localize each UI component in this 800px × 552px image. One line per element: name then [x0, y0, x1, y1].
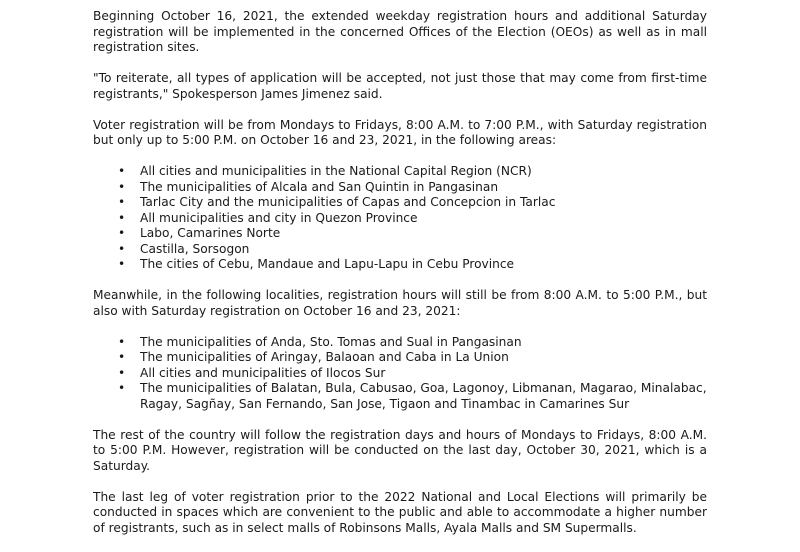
list-item-text: The municipalities of Aringay, Balaoan and Caba in La Union: [140, 350, 509, 364]
bullet-icon: •: [118, 241, 126, 256]
bullet-icon: •: [118, 334, 126, 349]
paragraph-last-leg: The last leg of voter registration prior to the 2022 National and Local Elections will primarily be conducted in spaces which are convenient to the public and able to accommodate a higher number of registrants, such as in select malls of Robinsons Malls, Ayala Malls and SM Supermalls.: [93, 489, 707, 535]
list-item: [93, 226, 707, 242]
list-item-text: All cities and municipalities in the National Capital Region (NCR): [140, 164, 532, 178]
areas-list-saturday: [93, 335, 707, 413]
bullet-icon: •: [118, 381, 126, 395]
bullet-icon: •: [118, 210, 126, 225]
list-item-text: All municipalities and city in Quezon Province: [140, 210, 418, 225]
list-item: [93, 350, 707, 366]
bullet-icon: •: [118, 226, 126, 240]
paragraph-rest-of-country: The rest of the country will follow the registration days and hours of Mondays to Fridays, 8:00 A.M. to 5:00 P.M. However, registration will be conducted on the last day, October 30, 2021, which is a Saturday.: [93, 427, 707, 473]
list-item-text: The cities of Cebu, Mandaue and Lapu-Lapu in Cebu Province: [140, 257, 515, 271]
list-item-text: Castilla, Sorsogon: [140, 241, 250, 256]
paragraph-extended-hours: Voter registration will be from Mondays to Fridays, 8:00 A.M. to 7:00 P.M., with Saturday registration but only up to 5:00 P.M. on October 16 and 23, 2021, in the following areas:: [93, 117, 707, 147]
paragraph-registration-start: Beginning October 16, 2021, the extended weekday registration hours and additional Saturday registration will be implemented in the concerned Offices of the Election (OEOs) as well as in mall registration sites.: [93, 9, 707, 54]
bullet-icon: •: [118, 257, 126, 271]
list-item-text: The municipalities of Alcala and San Quintin in Pangasinan: [140, 179, 499, 194]
areas-list-extended: [93, 164, 707, 273]
bullet-icon: •: [118, 350, 126, 364]
list-item-text: The municipalities of Anda, Sto. Tomas and Sual in Pangasinan: [140, 334, 522, 349]
bullet-icon: •: [118, 179, 126, 194]
bullet-icon: •: [118, 365, 126, 380]
bullet-icon: •: [118, 164, 126, 178]
list-item: [93, 180, 707, 196]
list-item-text: Labo, Camarines Norte: [140, 226, 281, 240]
list-item: [93, 381, 707, 412]
list-item: [93, 257, 707, 273]
list-item: [93, 242, 707, 258]
list-item: [93, 164, 707, 180]
list-item: [93, 335, 707, 351]
list-item: [93, 366, 707, 382]
list-item-text: The municipalities of Balatan, Bula, Cabusao, Goa, Lagonoy, Libmanan, Magarao, Minalabac, Ragay, Sagñay, San Fernando, San Jose, Tigaon and Tinambac in Camarines Sur: [140, 381, 707, 411]
paragraph-regular-hours: Meanwhile, in the following localities, registration hours will still be from 8:00 A.M. to 5:00 P.M., but also with Saturday registration on October 16 and 23, 2021:: [93, 288, 707, 318]
document-body: [93, 9, 707, 552]
list-item: [93, 211, 707, 227]
paragraph-spokesperson-quote: "To reiterate, all types of application will be accepted, not just those that may come from first-time registrants," Spokesperson James Jimenez said.: [93, 71, 707, 101]
bullet-icon: •: [118, 195, 126, 209]
list-item: [93, 195, 707, 211]
list-item-text: Tarlac City and the municipalities of Capas and Concepcion in Tarlac: [140, 195, 556, 209]
list-item-text: All cities and municipalities of Ilocos Sur: [140, 365, 386, 380]
